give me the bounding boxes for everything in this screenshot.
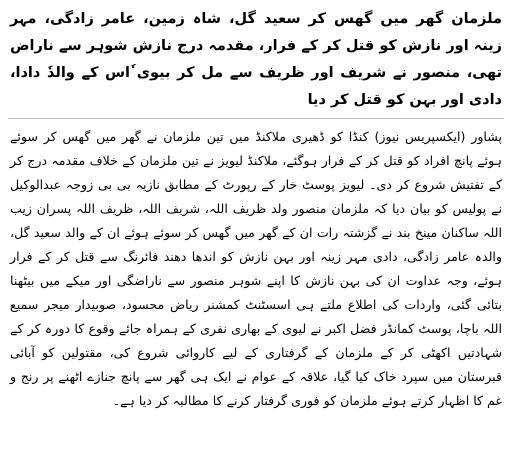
article-headline: ملزمان گھر میں گھس کر سعید گل، شاہ زمین، عامر زادگی، مہر زینہ اور نازش کو قتل کر کے فرار، مقدمہ درج نازش شوہر سے ناراض تھی، منصور نے شریف اور ظریف سے مل کر بیوی ٗاس کے والدٗ دادا، دادی اور بہن کو قتل کر دیا — [10, 11, 502, 108]
article-body: پشاور (ایکسپریس نیوز) کنڈا کو ڈھیری ملاکنڈ میں تین ملزمان نے گھر میں گھس کر سوئے ہوئے پانچ افراد کو قتل کر کے فرار ہوگئے، ملاکنڈ لیویز نے تین ملزمان کے خلاف مقدمہ درج کر کے تفتیش شروع کر دی۔ لیویز پوسٹ خار کے رپورٹ کے مطابق نازیہ بی بی زوجہ عبدالوکیل نے پولیس کو بیان دیا کہ ملزمان منصور ولد ظریف اللہ، شریف اللہ، ظریف اللہ پسران زیب اللہ ساکنان مینخ بند نے گزشتہ رات ان کے گھر میں گھس کر سوئے ہوئے ان کے والد سعید گل، والدہ عامر زادگی، دادی مہر زینہ اور بہن نازش کو اندھا دھند فائرنگ سے قتل کر کے فرار ہوئے، وجہ عداوت ان کی بہن نازش کا اپنے شوہر منصور سے ناراضگی اور میکے میں بیٹھنا بتائی گئی، واردات کی اطلاع ملتے ہی اسسٹنٹ کمشنر ریاض محسود، صوبیدار میجر سمیع اللہ باچا، پوسٹ کمانڈر فضل اکبر نے لیوی کے بھاری نفری کے ہمراہ جائے وقوع کا دورہ کر کے شہادتیں اکھٹی کر کے ملزمان کے گرفتاری کے لیے کاروائی شروع کی، مقتولین کو آبائی قبرستان میں سپرد خاک کیا گیا، علاقہ کے عوام نے ایک ہی گھر سے پانچ جنازے اٹھنے پر رنج و غم کا اظہار کرتے ہوئے ملزمان کو فوری گرفتار کرنے کا مطالبہ کر دیا ہے۔ — [10, 129, 503, 408]
divider — [8, 118, 504, 119]
